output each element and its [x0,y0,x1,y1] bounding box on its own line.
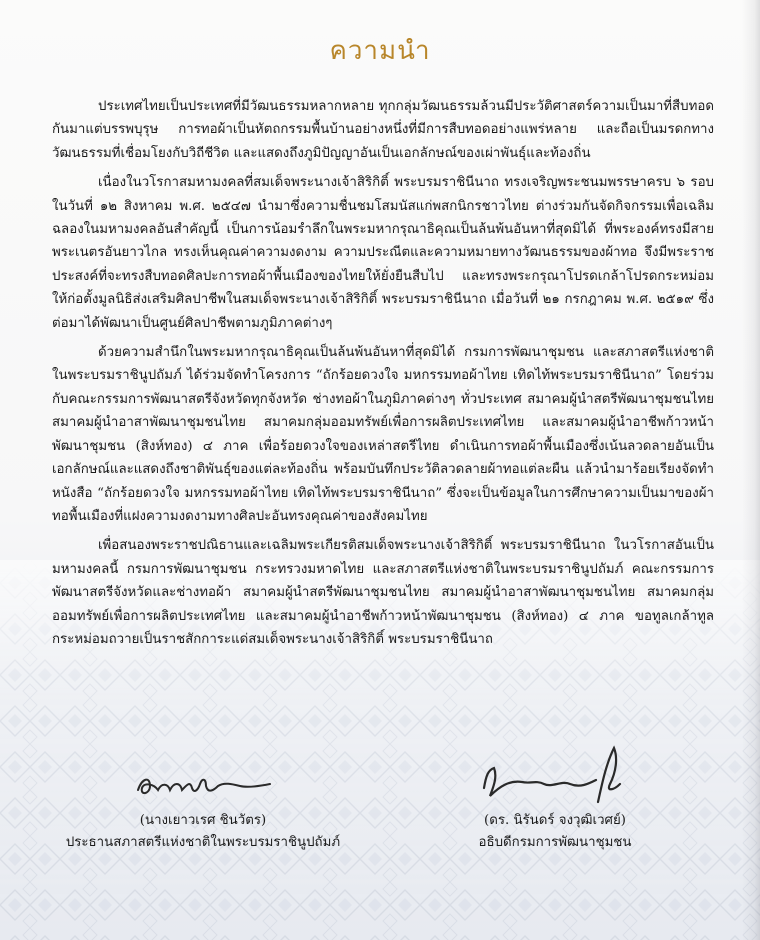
page-edge-shadow [742,0,760,940]
body-text [52,95,714,657]
signer-left-name: (นางเยาวเรศ ชินวัตร) [139,813,267,828]
signature-block-left [58,760,348,854]
page-title: ความนำ [329,36,431,66]
signer-right-name: (ดร. นิรันดร์ จงวุฒิเวศย์) [484,813,626,828]
paragraph-3: ด้วยความสำนึกในพระมหากรุณาธิคุณเป็นล้นพ้นอันหาที่สุดมิได้ กรมการพัฒนาชุมชน และสภาสตรีแห่งชาติในพระบรมราชินูปถัมภ์ ได้ร่วมจัดทำโครงการ “ถักร้อยดวงใจ มหกรรมทอผ้าไทย เทิดไท้พระบรมราชินีนาถ” โดยร่วมกับคณะกรรมการพัฒนาสตรีจังหวัดทุกจังหวัด ช่างทอผ้าในภูมิภาคต่างๆ ทั่วประเทศ สมาคมผู้นำสตรีพัฒนาชุมชนไทย สมาคมผู้นำอาสาพัฒนาชุมชนไทย สมาคมกลุ่มออมทรัพย์เพื่อการผลิตประเทศไทย และสมาคมผู้นำอาชีพก้าวหน้าพัฒนาชุมชน (สิงห์ทอง) ๔ ภาค เพื่อร้อยดวงใจของเหล่าสตรีไทย ดำเนินการทอผ้าพื้นเมืองซึ่งเน้นลวดลายอันเป็นเอกลักษณ์และแสดงถึงชาติพันธุ์ของแต่ละท้องถิ่น พร้อมบันทึกประวัติลวดลายผ้าทอแต่ละผืน แล้วนำมาร้อยเรียงจัดทำหนังสือ “ถักร้อยดวงใจ มหกรรมทอผ้าไทย เทิดไท้พระบรมราชินีนาถ” ซึ่งจะเป็นข้อมูลในการศึกษาความเป็นมาของผ้าทอพื้นเมืองที่แฝงความงดงามทางศิลปะอันทรงคุณค่าของสังคมไทย [52,345,714,524]
signer-left-title: ประธานสภาสตรีแห่งชาติในพระบรมราชินูปถัมภ์ [65,835,341,850]
signature-block-right [425,740,685,854]
handwritten-signature-left [128,760,278,806]
handwritten-signature-right [470,740,640,806]
paragraph-4: เพื่อสนองพระราชปณิธานและเฉลิมพระเกียรติสมเด็จพระนางเจ้าสิริกิติ์ พระบรมราชินีนาถ ในวโรกาสอันเป็นมหามงคลนี้ กรมการพัฒนาชุมชน กระทรวงมหาดไทย และสภาสตรีแห่งชาติในพระบรมราชินูปถัมภ์ คณะกรรมการพัฒนาสตรีจังหวัดและช่างทอผ้า สมาคมผู้นำสตรีพัฒนาชุมชนไทย สมาคมผู้นำอาสาพัฒนาชุมชนไทย สมาคมกลุ่มออมทรัพย์เพื่อการผลิตประเทศไทย และสมาคมผู้นำอาชีพก้าวหน้าพัฒนาชุมชน (สิงห์ทอง) ๔ ภาค ขอทูลเกล้าทูลกระหม่อมถวายเป็นราชสักการะแด่สมเด็จพระนางเจ้าสิริกิติ์ พระบรมราชินีนาถ [52,538,714,647]
signer-right-title: อธิบดีกรมการพัฒนาชุมชน [478,835,632,850]
paragraph-1: ประเทศไทยเป็นประเทศที่มีวัฒนธรรมหลากหลาย ทุกกลุ่มวัฒนธรรมล้วนมีประวัติศาสตร์ความเป็นมาที่สืบทอดกันมาแต่บรรพบุรุษ การทอผ้าเป็นหัตถกรรมพื้นบ้านอย่างหนึ่งที่มีการสืบทอดอย่างแพร่หลาย และถือเป็นมรดกทางวัฒนธรรมที่เชื่อมโยงกับวิถีชีวิต และแสดงถึงภูมิปัญญาอันเป็นเอกลักษณ์ของเผ่าพันธุ์และท้องถิ่น [52,99,714,161]
paragraph-2: เนื่องในวโรกาสมหามงคลที่สมเด็จพระนางเจ้าสิริกิติ์ พระบรมราชินีนาถ ทรงเจริญพระชนมพรรษาครบ ๖ รอบ ในวันที่ ๑๒ สิงหาคม พ.ศ. ๒๕๔๗ นำมาซึ่งความชื่นชมโสมนัสแก่พสกนิกรชาวไทย ต่างร่วมกันจัดกิจกรรมเพื่อเฉลิมฉลองในมหามงคลอันสำคัญนี้ เป็นการน้อมรำลึกในพระมหากรุณาธิคุณเป็นล้นพ้นอันหาที่สุดมิได้ ที่พระองค์ทรงมีสายพระเนตรอันยาวไกล ทรงเห็นคุณค่าความงดงาม ความประณีตและความหมายทางวัฒนธรรมของผ้าทอ จึงมีพระราชประสงค์ที่จะทรงสืบทอดศิลปะการทอผ้าพื้นเมืองของไทยให้ยั่งยืนสืบไป และทรงพระกรุณาโปรดเกล้าโปรดกระหม่อมให้ก่อตั้งมูลนิธิส่งเสริมศิลปาชีพในสมเด็จพระนางเจ้าสิริกิติ์ พระบรมราชินีนาถ เมื่อวันที่ ๒๑ กรกฎาคม พ.ศ. ๒๕๑๙ ซึ่งต่อมาได้พัฒนาเป็นศูนย์ศิลปาชีพตามภูมิภาคต่างๆ [52,175,714,331]
